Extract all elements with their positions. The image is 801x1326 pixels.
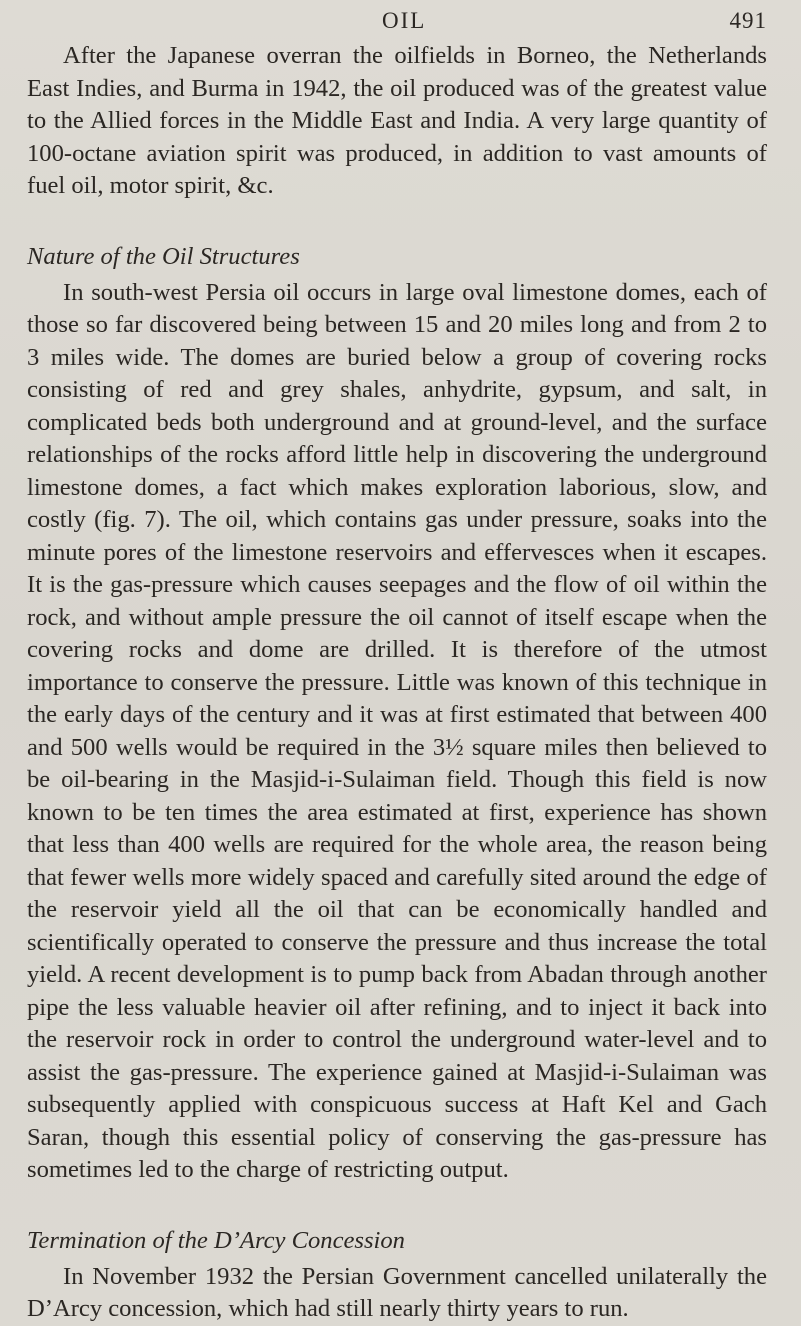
page-body — [27, 40, 767, 1326]
running-head — [0, 8, 801, 38]
paragraph-japanese-oilfields: After the Japanese overran the oilfields in Borneo, the Netherlands East Indies, and Burma in 1942, the oil produced was of the greatest value to the Allied forces in the Middle East and India. A very large quantity of 100-octane aviation spirit was produced, in addition to vast amounts of fuel oil, motor spirit, &c. — [27, 42, 767, 199]
section-heading-darcy-concession: Termination of the D’Arcy Concession — [27, 1226, 405, 1254]
section-heading-oil-structures: Nature of the Oil Structures — [27, 242, 300, 270]
running-title: OIL — [382, 8, 427, 33]
paragraph-oil-structures: In south-west Persia oil occurs in large oval limestone domes, each of those so far discovered being between 15 and 20 miles long and from 2 to 3 miles wide. The domes are buried below a group of covering rocks consisting of red and grey shales, anhydrite, gypsum, and salt, in complicated beds both underground and at ground-level, and the surface relationships of the rocks afford little help in discovering the underground limestone domes, a fact which makes exploration laborious, slow, and costly (fig. 7). The oil, which contains gas under pressure, soaks into the minute pores of the limestone reservoirs and effervesces when it escapes. It is the gas-pressure which causes seepages and the flow of oil within the rock, and without ample pressure the oil cannot of itself escape when the covering rocks and dome are drilled. It is therefore of the utmost importance to conserve the pressure. Little was known of this technique in the early days of the century and it was at first estimated that between 400 and 500 wells would be required in the 3½ square miles then believed to be oil-bearing in the Masjid-i-Sulaiman field. Though this field is now known to be ten times the area estimated at first, experience has shown that less than 400 wells are required for the whole area, the reason being that fewer wells more widely spaced and carefully sited around the edge of the reservoir yield all the oil that can be economically handled and scientifically operated to conserve the pressure and thus increase the total yield. A recent development is to pump back from Abadan through another pipe the less valuable heavier oil after refining, and to inject it back into the reservoir rock in order to control the underground water-level and to assist the gas-pressure. The experience gained at Masjid-i-Sulaiman was subsequently applied with conspicuous success at Haft Kel and Gach Saran, though this essential policy of conserving the gas-pressure has sometimes led to the charge of restricting output. — [27, 278, 767, 1183]
page-number: 491 — [729, 8, 767, 33]
paragraph-darcy-concession: In November 1932 the Persian Government cancelled unilaterally the D’Arcy concession, which had still nearly thirty years to run. — [27, 1262, 767, 1322]
